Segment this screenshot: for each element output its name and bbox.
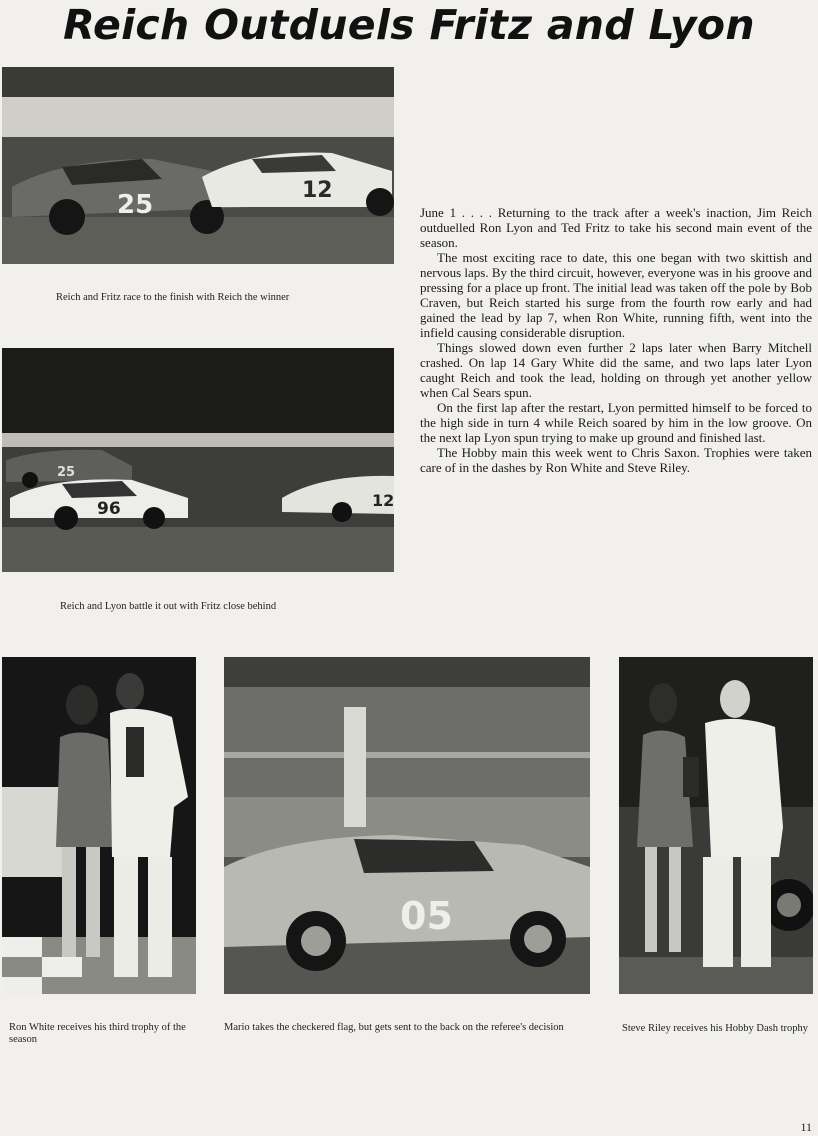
car-number-label: 05 [400,894,453,938]
photo-caption: Reich and Fritz race to the finish with Reich the winner [56,292,290,303]
photo-caption: Ron White receives his third trophy of the season [9,1022,186,1045]
trophy-photo-ron-white [2,657,196,994]
race-photo-mario [224,657,590,994]
article-paragraph: Things slowed down even further 2 laps later when Barry Mitchell crashed. On lap 14 Gary White did the same, and two laps later Lyon caught Reich and took the lead, holding on through yet another yellow when Cal Sears spun. [420,340,812,400]
article-paragraph: On the first lap after the restart, Lyon permitted himself to be forced to the high side in turn 4 while Reich soared by him in the low groove. On the next lap Lyon spun trying to make up ground and finished last. [420,400,812,445]
car-number-label: 96 [97,499,121,519]
article-body [420,205,812,475]
photo-caption: Steve Riley receives his Hobby Dash trophy [622,1023,809,1034]
trophy-photo-steve-riley [619,657,813,994]
car-number-label: 25 [117,190,154,220]
race-photo-reich-fritz [2,67,394,264]
page-number: 11 [800,1120,812,1134]
photo-caption: Reich and Lyon battle it out with Fritz close behind [60,601,277,612]
car-number-label: 25 [57,465,76,480]
page-title: Reich Outduels Fritz and Lyon [63,1,755,49]
article-paragraph: June 1 . . . . Returning to the track after a week's inaction, Jim Reich outduelled Ron Lyon and Ted Fritz to take his second main event of the season. [420,205,812,250]
race-photo-reich-lyon [2,348,394,572]
car-number-label: 12 [302,178,333,203]
photo-caption: Mario takes the checkered flag, but gets sent to the back on the referee's decision [224,1022,564,1033]
article-paragraph: The Hobby main this week went to Chris Saxon. Trophies were taken care of in the dashes by Ron White and Steve Riley. [420,445,812,475]
article-paragraph: The most exciting race to date, this one began with two skittish and nervous laps. By the third circuit, however, everyone was in his groove and pressing for a place up front. The initial lead was taken off the pole by Bob Craven, but Reich started his surge from the fourth row early and had gained the lead by lap 7, when Ron White, running fifth, went into the infield causing considerable disruption. [420,250,812,340]
car-number-label: 12 [372,491,394,510]
